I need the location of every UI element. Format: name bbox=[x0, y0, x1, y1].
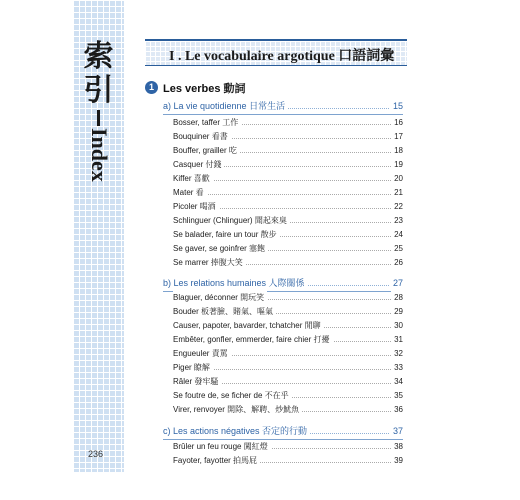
index-entry[interactable] bbox=[173, 158, 403, 172]
entry-page: 22 bbox=[391, 200, 403, 214]
leader-dots bbox=[173, 194, 403, 195]
entry-page: 32 bbox=[391, 347, 403, 361]
index-entry[interactable] bbox=[173, 144, 403, 158]
entry-page: 30 bbox=[391, 319, 403, 333]
entry-label: Kiffer 喜歡 bbox=[173, 172, 213, 186]
index-entry[interactable] bbox=[173, 440, 403, 454]
entry-page: 36 bbox=[391, 403, 403, 417]
entry-page: 23 bbox=[391, 214, 403, 228]
entry-label: Bouquiner 看書 bbox=[173, 130, 231, 144]
entry-page: 24 bbox=[391, 228, 403, 242]
index-entry[interactable] bbox=[173, 200, 403, 214]
entry-label: Mater 看 bbox=[173, 186, 207, 200]
entry-page: 39 bbox=[391, 454, 403, 468]
entry-page: 35 bbox=[391, 389, 403, 403]
subsection-page: 15 bbox=[390, 99, 403, 114]
index-entry[interactable] bbox=[173, 214, 403, 228]
sidebar-title bbox=[73, 40, 124, 108]
category-title: Les verbes 動詞 bbox=[163, 83, 246, 95]
entry-label: Embêter, gonfler, emmerder, faire chier 打擾 bbox=[173, 333, 333, 347]
sidebar-divider bbox=[97, 110, 100, 126]
entry-label: Bouder 板著臉、賭氣、嘔氣 bbox=[173, 305, 276, 319]
index-entry[interactable] bbox=[173, 291, 403, 305]
subsection-page: 37 bbox=[390, 424, 403, 439]
entry-label: Schlinguer (Chlinguer) 聞起來臭 bbox=[173, 214, 290, 228]
entry-page: 17 bbox=[391, 130, 403, 144]
subsection-heading[interactable] bbox=[163, 276, 403, 291]
index-entry[interactable] bbox=[173, 130, 403, 144]
entry-label: Se foutre de, se ficher de 不在乎 bbox=[173, 389, 292, 403]
index-entry[interactable] bbox=[173, 172, 403, 186]
subsection-label: c) Les actions négatives 否定的行動 bbox=[163, 424, 310, 439]
entry-label: Brûler un feu rouge 闖紅燈 bbox=[173, 440, 271, 454]
entry-label: Virer, renvoyer 開除、解聘、炒魷魚 bbox=[173, 403, 302, 417]
index-entry[interactable] bbox=[173, 305, 403, 319]
subsection-heading[interactable] bbox=[163, 99, 403, 114]
index-entry[interactable] bbox=[173, 389, 403, 403]
entry-page: 21 bbox=[391, 186, 403, 200]
subsection-underline bbox=[163, 114, 403, 115]
entry-page: 28 bbox=[391, 291, 403, 305]
entry-label: Se marrer 捧腹大笑 bbox=[173, 256, 246, 270]
entry-label: Se balader, faire un tour 散步 bbox=[173, 228, 280, 242]
subsection-label: a) La vie quotidienne 日常生活 bbox=[163, 99, 288, 114]
entry-label: Fayoter, fayotter 拍馬屁 bbox=[173, 454, 260, 468]
index-entry[interactable] bbox=[173, 403, 403, 417]
index-entry[interactable] bbox=[173, 228, 403, 242]
index-entry[interactable] bbox=[173, 319, 403, 333]
sidebar-title-char: 引 bbox=[83, 73, 114, 108]
entry-label: Engueuler 責罵 bbox=[173, 347, 231, 361]
index-entry[interactable] bbox=[173, 347, 403, 361]
entry-label: Picoler 喝酒 bbox=[173, 200, 219, 214]
entry-label: Râler 發牢騷 bbox=[173, 375, 221, 389]
entry-page: 31 bbox=[391, 333, 403, 347]
entry-label: Se gaver, se goinfrer 塞飽 bbox=[173, 242, 268, 256]
index-entry[interactable] bbox=[173, 186, 403, 200]
entry-label: Bosser, taffer 工作 bbox=[173, 116, 241, 130]
entry-page: 16 bbox=[391, 116, 403, 130]
entry-page: 33 bbox=[391, 361, 403, 375]
entry-page: 19 bbox=[391, 158, 403, 172]
index-entry[interactable] bbox=[173, 454, 403, 468]
entry-label: Bouffer, grailler 吃 bbox=[173, 144, 240, 158]
entry-page: 25 bbox=[391, 242, 403, 256]
index-entry[interactable] bbox=[173, 361, 403, 375]
index-entry[interactable] bbox=[173, 375, 403, 389]
index-sidebar bbox=[73, 0, 124, 472]
entry-label: Blaguer, déconner 開玩笑 bbox=[173, 291, 267, 305]
entry-page: 26 bbox=[391, 256, 403, 270]
index-entry[interactable] bbox=[173, 333, 403, 347]
sidebar-title-char: 索 bbox=[83, 39, 114, 74]
sidebar-title-en: Index bbox=[87, 128, 112, 182]
index-entry[interactable] bbox=[173, 256, 403, 270]
subsection-heading[interactable] bbox=[163, 424, 403, 439]
index-entry[interactable] bbox=[173, 116, 403, 130]
section-title: I . Le vocabulaire argotique 口語詞彙 bbox=[169, 49, 395, 64]
entry-page: 34 bbox=[391, 375, 403, 389]
entry-page: 18 bbox=[391, 144, 403, 158]
subsection-page: 27 bbox=[390, 276, 403, 291]
entry-label: Casquer 付錢 bbox=[173, 158, 224, 172]
entry-label: Piger 瞭解 bbox=[173, 361, 213, 375]
entry-page: 20 bbox=[391, 172, 403, 186]
index-entry[interactable] bbox=[173, 242, 403, 256]
page-number: 236 bbox=[88, 449, 104, 459]
subsection-label: b) Les relations humaines 人際關係 bbox=[163, 276, 308, 291]
category-number-badge: 1 bbox=[145, 81, 158, 94]
entry-page: 29 bbox=[391, 305, 403, 319]
entry-label: Causer, papoter, bavarder, tchatcher 閒聊 bbox=[173, 319, 324, 333]
section-header bbox=[145, 39, 407, 66]
entry-page: 38 bbox=[391, 440, 403, 454]
